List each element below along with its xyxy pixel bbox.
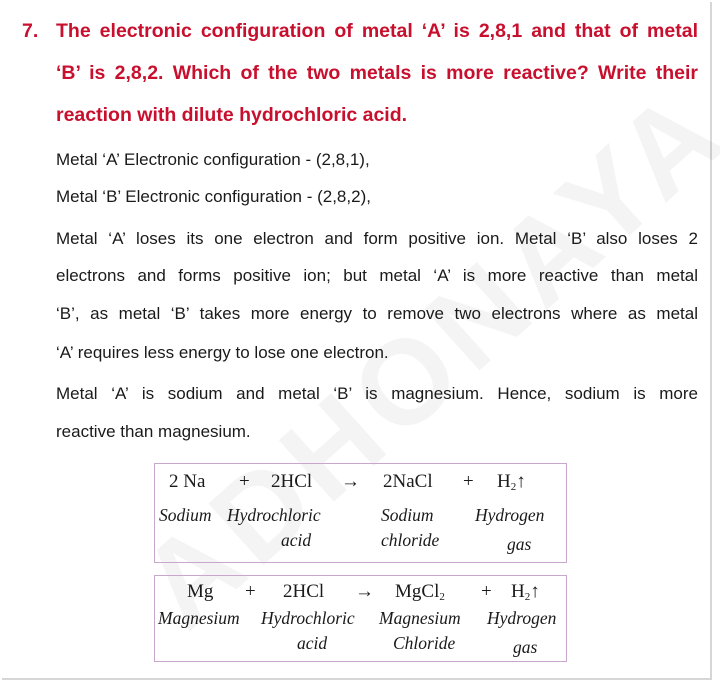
reactant-1-formula: 2 Na bbox=[169, 471, 206, 492]
plus-sign: + bbox=[463, 471, 474, 492]
para2-line-1 bbox=[56, 384, 698, 404]
question-text-2: ‘B’ is 2,8,2. Which of the two metals is more reactive? Write their bbox=[56, 62, 698, 84]
product-1-name-line-2: Chloride bbox=[393, 633, 456, 653]
reaction-arrow: → bbox=[355, 581, 374, 602]
para1-line-4: ‘A’ requires less energy to lose one electron. bbox=[56, 343, 389, 362]
reactant-2-formula: 2HCl bbox=[271, 471, 313, 492]
product-2-name-line-2: gas bbox=[507, 534, 532, 554]
reactant-1-name: Sodium bbox=[159, 505, 212, 525]
question-line-1 bbox=[56, 20, 698, 43]
up-arrow-icon: ↑ bbox=[530, 581, 540, 602]
reactant-2-formula: 2HCl bbox=[283, 581, 325, 602]
question-line-3: reaction with dilute hydrochloric acid. bbox=[56, 104, 408, 126]
para1-line-2 bbox=[56, 266, 698, 286]
question-line-2 bbox=[56, 62, 698, 85]
product-2-formula: $H_2↑$ bbox=[497, 471, 526, 493]
reaction-arrow: → bbox=[341, 471, 360, 492]
plus-sign: + bbox=[245, 581, 256, 602]
product-1-formula: MgCl$_2$ bbox=[395, 581, 445, 603]
product-2-name-line-2: gas bbox=[513, 637, 538, 657]
config-a: Metal ‘A’ Electronic configuration - (2,8,1), bbox=[56, 150, 370, 169]
reactant-1-formula: Mg bbox=[187, 581, 214, 602]
config-b: Metal ‘B’ Electronic configuration - (2,8,2), bbox=[56, 187, 371, 206]
para1-line-3 bbox=[56, 304, 698, 324]
reactant-2-name: Hydrochloric bbox=[261, 608, 355, 628]
para1-line-1 bbox=[56, 229, 698, 249]
para1-text-2: electrons and forms positive ion; but metal ‘A’ is more reactive than metal bbox=[56, 266, 698, 285]
product-1-formula: 2NaCl bbox=[383, 471, 433, 492]
plus-sign: + bbox=[239, 471, 250, 492]
para1-text-3: ‘B’, as metal ‘B’ takes more energy to remove two electrons where as metal bbox=[56, 304, 698, 323]
reactant-2-name-line-2: acid bbox=[297, 633, 328, 653]
reactant-2-name-line-2: acid bbox=[281, 530, 312, 550]
product-2-name: Hydrogen bbox=[475, 505, 545, 525]
product-2-name: Hydrogen bbox=[487, 608, 557, 628]
reactant-1-name: Magnesium bbox=[158, 608, 240, 628]
reactant-2-name: Hydrochloric bbox=[227, 505, 321, 525]
product-2-formula: $H_2↑$ bbox=[511, 581, 540, 603]
para2-text-1: Metal ‘A’ is sodium and metal ‘B’ is magnesium. Hence, sodium is more bbox=[56, 384, 698, 403]
equation-box-sodium bbox=[154, 463, 567, 563]
equation-box-magnesium bbox=[154, 575, 567, 662]
up-arrow-icon: ↑ bbox=[516, 471, 526, 492]
plus-sign: + bbox=[481, 581, 492, 602]
product-1-name: Magnesium bbox=[379, 608, 461, 628]
question-text-1: The electronic configuration of metal ‘A’ is 2,8,1 and that of metal bbox=[56, 20, 698, 42]
product-1-name-line-2: chloride bbox=[381, 530, 440, 550]
para1-text-1: Metal ‘A’ loses its one electron and form positive ion. Metal ‘B’ also loses 2 bbox=[56, 229, 698, 248]
question-number: 7. bbox=[22, 20, 39, 42]
product-1-name: Sodium bbox=[381, 505, 434, 525]
para2-line-2: reactive than magnesium. bbox=[56, 422, 251, 441]
